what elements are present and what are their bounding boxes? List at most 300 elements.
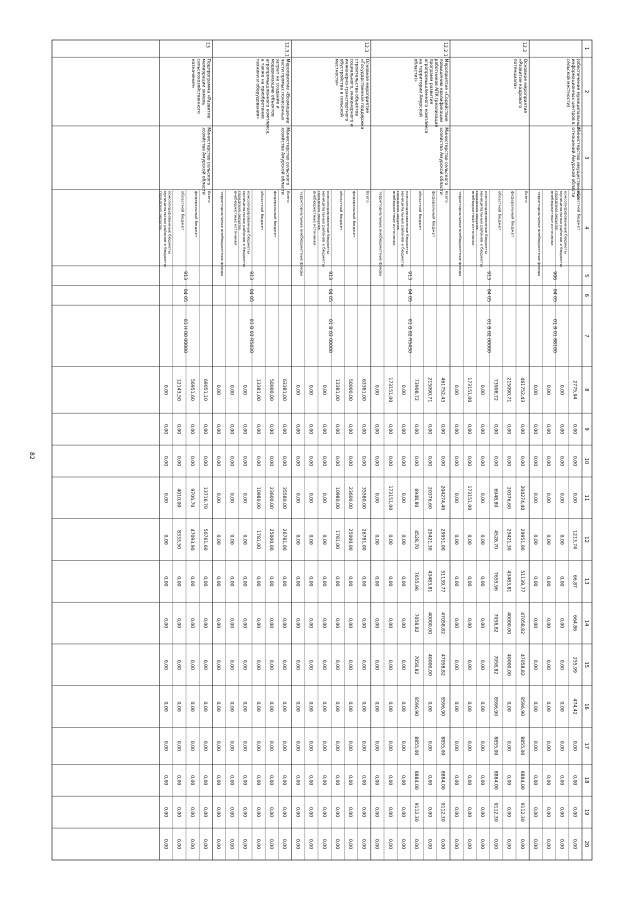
amount-cell: 0,00 (426, 424, 432, 435)
amount-cell: 0,00 (307, 492, 313, 503)
amount-cell: 2775,94 (571, 380, 577, 400)
amount-cell: 0,00 (228, 534, 234, 545)
amount-cell: 0,00 (452, 838, 458, 850)
amount-cell: 255,99 (571, 656, 577, 673)
amount-cell: 0,00 (162, 424, 168, 435)
amount-cell: 0,00 (373, 424, 379, 435)
amount-cell: 0,00 (228, 838, 234, 850)
amount-cell: 0,00 (215, 701, 221, 712)
rzpr-code: 04 05 (406, 288, 412, 302)
amount-cell: 0,00 (241, 424, 247, 435)
header-number: 9 (583, 427, 589, 431)
amount-cell: 0,00 (241, 740, 247, 751)
amount-cell: 0,00 (188, 775, 194, 786)
amount-cell: 0,00 (571, 455, 577, 467)
row-code: 12.2 (521, 42, 527, 53)
header-number: 11 (583, 494, 589, 502)
amount-cell: 0,00 (413, 424, 419, 435)
amount-cell: 0,00 (162, 455, 168, 467)
amount-cell: 0,00 (400, 424, 405, 435)
amount-cell: 43483,81 (505, 570, 511, 593)
amount-cell: 0,00 (347, 424, 353, 435)
amount-cell: 0,00 (505, 838, 511, 850)
funding-source: территориальные внебюджетные фонды (220, 190, 226, 277)
funding-source: федеральный бюджет (273, 190, 278, 238)
amount-cell: 0,00 (320, 807, 326, 818)
amount-cell: 173151,00 (386, 377, 392, 403)
amount-cell: 0,00 (571, 492, 577, 503)
amount-cell: 0,00 (334, 576, 339, 587)
amount-cell: 0,00 (241, 701, 247, 712)
amount-cell: 0,00 (307, 659, 313, 670)
amount-cell: 0,00 (479, 740, 485, 751)
header-number: 13 (583, 578, 589, 585)
amount-cell: 0,00 (162, 807, 168, 818)
amount-cell: 0,00 (492, 455, 498, 467)
funding-source: федеральный бюджет (510, 190, 516, 238)
grbs-code: 913 (327, 271, 333, 281)
funding-source: внебюджетные источники (391, 190, 397, 246)
amount-cell: 0,00 (294, 424, 300, 435)
amount-cell: 0,00 (466, 838, 471, 850)
amount-cell: 0,00 (241, 576, 247, 587)
amount-cell: 8884,00 (518, 770, 524, 790)
amount-cell: 4010,00 (175, 488, 181, 508)
amount-cell: 0,00 (386, 775, 392, 786)
csr-code: 01 В 03 R5430 (248, 318, 253, 353)
amount-cell: 0,00 (188, 576, 194, 587)
csr-code: 01 В 02 00000 (485, 318, 491, 353)
amount-cell: 0,00 (347, 576, 353, 587)
amount-cell: 0,00 (188, 838, 194, 850)
amount-cell: 0,00 (202, 424, 207, 435)
amount-cell: 35580,00 (360, 486, 366, 509)
amount-cell: 0,00 (466, 807, 471, 818)
amount-cell: 0,00 (294, 701, 300, 712)
amount-cell: 0,00 (188, 807, 194, 818)
amount-cell: 0,00 (228, 576, 234, 587)
amount-cell: 0,00 (347, 617, 353, 629)
amount-cell: 0,00 (373, 838, 379, 850)
amount-cell: 23600,00 (268, 486, 273, 509)
amount-cell: 0,00 (294, 492, 300, 503)
amount-cell: 0,00 (281, 838, 287, 850)
amount-cell: 0,00 (386, 701, 392, 712)
amount-cell: 8884,00 (413, 770, 419, 790)
amount-cell: 0,00 (202, 775, 207, 786)
amount-cell: 0,00 (532, 424, 537, 435)
rzpr-code: 04 05 (551, 288, 557, 302)
amount-cell: 0,00 (241, 807, 247, 818)
amount-cell: 0,00 (518, 838, 524, 850)
amount-cell: 0,00 (162, 659, 168, 670)
amount-cell: 0,00 (386, 455, 392, 467)
amount-cell: 0,00 (202, 838, 207, 850)
amount-cell: 63381,00 (281, 378, 287, 401)
amount-cell: 0,00 (175, 659, 181, 670)
amount-cell: 0,00 (479, 838, 485, 850)
amount-cell: 0,00 (215, 534, 221, 545)
amount-cell: 0,00 (162, 576, 168, 587)
amount-cell: 0,00 (373, 701, 379, 712)
header-number: 8 (583, 388, 589, 392)
header-number: 18 (583, 777, 589, 784)
amount-cell: 56951,60 (188, 378, 194, 401)
funding-source: Всего (207, 190, 212, 203)
header-number: 10 (583, 457, 589, 465)
amount-cell: 0,00 (175, 617, 181, 629)
funding-source: Всего (365, 190, 371, 203)
amount-cell: 0,00 (320, 424, 326, 435)
amount-cell: 0,00 (545, 838, 551, 850)
amount-cell: 0,00 (505, 701, 511, 712)
amount-cell: 0,00 (294, 659, 300, 670)
amount-cell: 9112,30 (518, 802, 524, 822)
amount-cell: 0,00 (188, 455, 194, 467)
amount-cell: 43483,81 (426, 570, 432, 593)
amount-cell: 0,00 (558, 617, 564, 629)
amount-cell: 8596,90 (439, 697, 445, 717)
amount-cell: 0,00 (439, 838, 445, 850)
amount-cell: 0,00 (228, 740, 234, 751)
amount-cell: 0,00 (479, 384, 485, 395)
amount-cell: 0,00 (400, 659, 405, 670)
amount-cell: 0,00 (254, 775, 260, 786)
header-number: 7 (583, 334, 589, 338)
amount-cell: 0,00 (254, 807, 260, 818)
amount-cell: 9112,30 (439, 802, 445, 822)
amount-cell: 0,00 (558, 807, 564, 818)
amount-cell: 4528,70 (492, 530, 498, 550)
amount-cell: 66,87 (571, 574, 577, 588)
amount-cell: 0,00 (545, 740, 551, 751)
amount-cell: 0,00 (215, 838, 221, 850)
page-number: 82 (28, 452, 35, 460)
amount-cell: 0,00 (320, 534, 326, 545)
amount-cell: 0,00 (518, 424, 524, 435)
amount-cell: 0,00 (545, 617, 551, 629)
amount-cell: 0,00 (294, 384, 300, 395)
amount-cell: 0,00 (241, 455, 247, 467)
csr-code: 01 В 03 00000 (327, 318, 333, 353)
amount-cell: 0,00 (294, 576, 300, 587)
amount-cell: 0,00 (466, 659, 471, 670)
funding-source: внебюджетные источники (471, 190, 476, 246)
amount-cell: 0,00 (426, 838, 432, 850)
row-name: Мероприятие «Содействиеповышению квалификацииработников АПК (реализацияпрограмм развитияагропромышленного комплексана территории Амурскойобласти)» (412, 58, 448, 134)
amount-cell: 0,00 (360, 455, 366, 467)
funding-source: внебюджетные источники (550, 190, 556, 246)
amount-cell: 0,00 (307, 576, 313, 587)
amount-cell: 215090,71 (426, 377, 432, 403)
amount-cell: 0,00 (215, 384, 221, 395)
amount-cell: 50000,00 (347, 378, 353, 401)
amount-cell: 0,00 (373, 384, 379, 395)
amount-cell: 13381,00 (334, 378, 339, 401)
amount-cell: 0,00 (268, 775, 273, 786)
funding-source: консолидированные бюджетымуниципальных районов и бюджетыгородских округов (237, 190, 252, 267)
funding-source: федеральный бюджет (352, 190, 358, 238)
amount-cell: 0,00 (202, 659, 207, 670)
amount-cell: 25421,30 (505, 528, 511, 551)
amount-cell: 0,00 (268, 455, 273, 467)
amount-cell: 0,00 (268, 838, 273, 850)
amount-cell: 0,00 (400, 576, 405, 587)
amount-cell: 0,00 (202, 740, 207, 751)
amount-cell: 0,00 (571, 424, 577, 435)
row-executor: Министерство сельскогохозяйства Амурской области (437, 127, 448, 195)
amount-cell: 9112,30 (492, 802, 498, 822)
amount-cell: 47058,82 (439, 612, 445, 635)
amount-cell: 20376,60 (426, 486, 432, 509)
amount-cell: 0,00 (175, 838, 181, 850)
amount-cell: 0,00 (386, 424, 392, 435)
amount-cell: 0,00 (162, 740, 168, 751)
amount-cell: 0,00 (254, 424, 260, 435)
amount-cell: 0,00 (320, 838, 326, 850)
amount-cell: 215090,71 (505, 377, 511, 403)
amount-cell: 50000,00 (268, 378, 273, 401)
amount-cell: 0,00 (241, 838, 247, 850)
amount-cell: 0,00 (505, 455, 511, 467)
amount-cell: 0,00 (545, 775, 551, 786)
amount-cell: 0,00 (254, 659, 260, 670)
amount-cell: 0,00 (254, 740, 260, 751)
header-number: 2 (583, 89, 589, 94)
amount-cell: 0,00 (162, 617, 168, 629)
amount-cell: 0,00 (268, 424, 273, 435)
amount-cell: 73908,72 (413, 378, 419, 401)
amount-cell: 7058,82 (492, 655, 498, 675)
amount-cell: 0,00 (281, 455, 287, 467)
amount-cell: 0,00 (558, 455, 564, 467)
funding-source: областной бюджет (180, 190, 186, 231)
amount-cell: 0,00 (452, 384, 458, 395)
amount-cell: 0,00 (373, 617, 379, 629)
amount-cell: 0,00 (452, 617, 458, 629)
amount-cell: 0,00 (479, 576, 485, 587)
amount-cell: 0,00 (228, 384, 234, 395)
amount-cell: 0,00 (281, 775, 287, 786)
amount-cell: 0,00 (334, 659, 339, 670)
amount-cell: 0,00 (215, 775, 221, 786)
amount-cell: 0,00 (466, 424, 471, 435)
amount-cell: 47058,82 (518, 612, 524, 635)
amount-cell: 0,00 (360, 838, 366, 850)
funding-source: территориальные внебюджетные фонды (537, 190, 542, 277)
amount-cell: 204274,40 (439, 485, 445, 511)
amount-cell: 0,00 (334, 807, 339, 818)
amount-cell: 0,00 (268, 659, 273, 670)
header-number: 12 (583, 536, 589, 543)
amount-cell: 0,00 (426, 807, 432, 818)
amount-cell: 0,00 (175, 740, 181, 751)
amount-cell: 0,00 (188, 740, 194, 751)
amount-cell: 51139,77 (439, 570, 445, 593)
amount-cell: 0,00 (479, 424, 485, 435)
amount-cell: 0,00 (162, 775, 168, 786)
amount-cell: 0,00 (571, 807, 577, 818)
funding-source: территориальные внебюджетные фонды (299, 190, 305, 277)
rzpr-code: 04 05 (485, 288, 491, 302)
amount-cell: 0,00 (426, 701, 432, 712)
amount-cell: 73908,72 (492, 378, 498, 401)
amount-cell: 0,00 (294, 617, 300, 629)
header-number: 17 (583, 742, 589, 750)
amount-cell: 8884,00 (439, 770, 445, 790)
amount-cell: 0,00 (545, 576, 551, 587)
amount-cell: 0,00 (545, 492, 551, 503)
amount-cell: 40000,00 (505, 612, 511, 635)
amount-cell: 8855,00 (492, 736, 498, 756)
header-number: 3 (583, 156, 589, 160)
amount-cell: 0,00 (558, 740, 564, 751)
funding-source: внебюджетные источники (233, 190, 239, 246)
amount-cell: 0,00 (281, 576, 287, 587)
amount-cell: 0,00 (386, 740, 392, 751)
amount-cell: 0,00 (532, 455, 537, 467)
amount-cell: 0,00 (466, 455, 471, 467)
amount-cell: 0,00 (307, 617, 313, 629)
header-number: 14 (583, 619, 589, 627)
funding-source: консолидированные бюджетымуниципальных районов и бюджетыгородских округов (158, 190, 173, 267)
amount-cell: 0,00 (452, 455, 458, 467)
amount-cell: 51139,77 (518, 570, 524, 593)
amount-cell: 0,00 (307, 384, 313, 395)
amount-cell: 0,00 (426, 775, 432, 786)
amount-cell: 0,00 (400, 617, 405, 629)
amount-cell: 0,00 (202, 701, 207, 712)
amount-cell: 0,00 (373, 807, 379, 818)
amount-cell: 0,00 (413, 455, 419, 467)
amount-cell: 0,00 (545, 534, 551, 545)
rzpr-code: 04 05 (327, 288, 333, 302)
amount-cell: 0,00 (294, 534, 300, 545)
amount-cell: 0,00 (215, 740, 221, 751)
amount-cell: 0,00 (241, 492, 247, 503)
amount-cell: 0,00 (373, 492, 379, 503)
amount-cell: 8855,00 (413, 736, 419, 756)
amount-cell: 0,00 (334, 617, 339, 629)
grbs-code: 913 (182, 271, 187, 281)
amount-cell: 25421,30 (426, 528, 432, 551)
amount-cell: 0,00 (518, 455, 524, 467)
funding-source: Всего (286, 190, 292, 203)
amount-cell: 1781,00 (254, 530, 260, 550)
amount-cell: 0,00 (532, 384, 537, 395)
amount-cell: 0,00 (254, 701, 260, 712)
amount-cell: 0,00 (347, 740, 353, 751)
amount-cell: 0,00 (320, 455, 326, 467)
amount-cell: 0,00 (532, 576, 537, 587)
amount-cell: 0,00 (215, 659, 221, 670)
amount-cell: 0,00 (320, 775, 326, 786)
amount-cell: 0,00 (347, 838, 353, 850)
funding-source: внебюджетные источники (312, 190, 318, 246)
amount-cell: 1781,00 (334, 530, 339, 550)
amount-cell: 0,00 (347, 701, 353, 712)
amount-cell: 0,00 (466, 775, 471, 786)
amount-cell: 0,00 (162, 838, 168, 850)
amount-cell: 0,00 (347, 455, 353, 467)
amount-cell: 0,00 (162, 492, 168, 503)
amount-cell: 8884,00 (492, 770, 498, 790)
amount-cell: 0,00 (360, 576, 366, 587)
amount-cell: 0,00 (254, 576, 260, 587)
amount-cell: 7058,82 (492, 613, 498, 633)
row-name: Основное мероприятие«Государственная поддержкастроительства объектовсоциального, инженерного иинженерно-транспортногообустройства в сельскойместности» (333, 58, 369, 130)
header-number: 6 (583, 293, 589, 297)
amount-cell: 6948,80 (413, 488, 419, 508)
amount-cell: 35580,00 (281, 486, 287, 509)
amount-cell: 0,00 (360, 424, 366, 435)
amount-cell: 0,00 (571, 740, 577, 751)
funding-source: областной бюджет (576, 190, 582, 231)
amount-cell: 0,00 (545, 807, 551, 818)
amount-cell: 0,00 (320, 701, 326, 712)
rzpr-code: 04 05 (182, 288, 187, 302)
row-name: Мероприятие «Возмещениечасти прямых понесенныхзатрат на создание имодернизацию объектовагропромышленного комплекса,а также на приобретениетехники и оборудования» (254, 58, 290, 135)
amount-cell: 0,00 (466, 534, 471, 545)
amount-cell: 0,00 (479, 775, 485, 786)
amount-cell: 0,00 (228, 492, 234, 503)
amount-cell: 664,86 (571, 615, 577, 632)
amount-cell: 0,00 (452, 775, 458, 786)
amount-cell: 0,00 (558, 424, 564, 435)
amount-cell: 0,00 (373, 775, 379, 786)
amount-cell: 8596,90 (518, 697, 524, 717)
funding-source: территориальные внебюджетные фонды (457, 190, 463, 277)
row-code: 12.2.1 (442, 42, 447, 57)
funding-source: Всего (444, 190, 450, 203)
amount-cell: 0,00 (413, 838, 419, 850)
amount-cell: 0,00 (558, 701, 564, 712)
amount-cell: 0,00 (505, 424, 511, 435)
amount-cell: 29951,00 (518, 528, 524, 551)
amount-cell: 173151,00 (386, 485, 392, 511)
amount-cell: 0,00 (532, 701, 537, 712)
amount-cell: 0,00 (558, 775, 564, 786)
amount-cell: 0,00 (360, 659, 366, 670)
amount-cell: 0,00 (294, 807, 300, 818)
amount-cell: 13716,70 (202, 486, 207, 509)
amount-cell: 0,00 (241, 384, 247, 395)
amount-cell: 0,00 (175, 775, 181, 786)
amount-cell: 0,00 (334, 424, 339, 435)
csr-code: 01 Н 00 00000 (182, 318, 187, 353)
amount-cell: 0,00 (294, 740, 300, 751)
funding-source: областной бюджет (259, 190, 265, 231)
amount-cell: 0,00 (545, 424, 551, 435)
amount-cell: 0,00 (268, 807, 273, 818)
amount-cell: 0,00 (228, 775, 234, 786)
amount-cell: 0,00 (307, 701, 313, 712)
amount-cell: 0,00 (400, 455, 405, 467)
amount-cell: 0,00 (452, 576, 458, 587)
amount-cell: 0,00 (281, 807, 287, 818)
amount-cell: 0,00 (545, 659, 551, 670)
amount-cell: 0,00 (268, 740, 273, 751)
amount-cell: 0,00 (334, 838, 339, 850)
header-number: 4 (583, 226, 589, 230)
amount-cell: 0,00 (162, 384, 168, 395)
amount-cell: 40000,00 (426, 653, 432, 676)
amount-cell: 0,00 (426, 455, 432, 467)
grbs-code: 913 (406, 271, 412, 281)
amount-cell: 0,00 (175, 701, 181, 712)
row-code: 12.3.1 (283, 42, 289, 57)
amount-cell: 0,00 (188, 617, 194, 629)
